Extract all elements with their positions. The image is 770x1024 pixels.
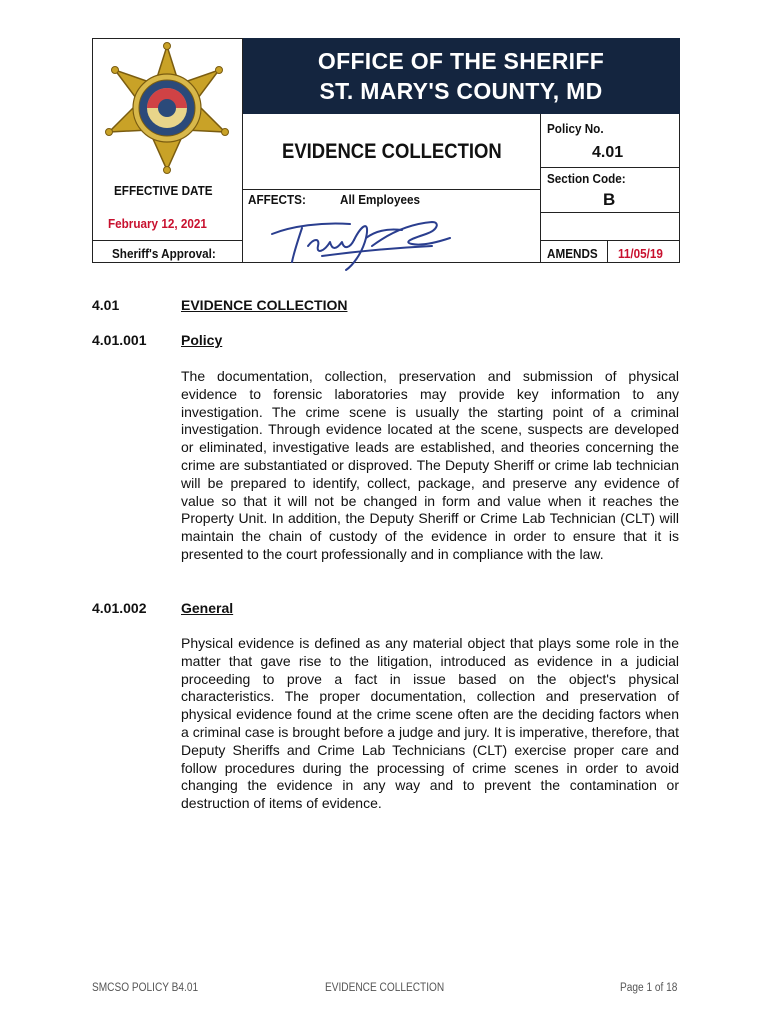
divider <box>540 167 680 168</box>
divider <box>540 240 680 241</box>
section-paragraph: The documentation, collection, preservation and submission of physical evidence to forensic laboratories may provide key information to any investigation. The crime scene is usually the starting point of a criminal investigation. Through evidence located at the scene, suspects are developed or eliminated, investigative leads are established, and theories concerning the crime are substantiated or disproved. The Deputy Sheriff or crime lab technician will be prepared to identify, collect, package, and preserve any evidence of value so that it will not be changed in form and value when it reaches the Property Unit. In addition, the Deputy Sheriff or Crime Lab Technician (CLT) will maintain the chain of custody of the evidence in order to ensure that it is presented to the court professionally and in compliance with the law. <box>181 368 679 562</box>
policy-no-label: Policy No. <box>547 121 604 136</box>
section-number: 4.01.001 <box>92 332 147 348</box>
footer-page-number: Page 1 of 18 <box>620 982 678 994</box>
sheriff-approval-label: Sheriff's Approval: <box>112 246 216 261</box>
amends-date: 11/05/19 <box>618 246 663 261</box>
section-code-label: Section Code: <box>547 171 626 186</box>
effective-date-value: February 12, 2021 <box>108 216 207 231</box>
sheriff-star-badge-icon <box>92 38 242 178</box>
divider <box>607 240 608 263</box>
amends-label: AMENDS <box>547 246 598 261</box>
effective-date-label: EFFECTIVE DATE <box>114 183 213 198</box>
divider <box>242 189 540 190</box>
section-number: 4.01.002 <box>92 600 147 616</box>
office-name-line2: ST. MARY'S COUNTY, MD <box>319 78 603 104</box>
divider <box>242 38 243 263</box>
divider <box>92 240 242 241</box>
footer-policy-id: SMCSO POLICY B4.01 <box>92 982 199 994</box>
section-number: 4.01 <box>92 297 120 313</box>
policy-title: EVIDENCE COLLECTION <box>282 140 502 163</box>
affects-value: All Employees <box>340 192 420 207</box>
section-title: Policy <box>181 332 223 348</box>
section-paragraph: Physical evidence is defined as any material object that plays some role in the matter that gave rise to the litigation, introduced as evidence in a judicial proceeding to prove a fact in issue based on the object's physical characteristics. The proper documentation, collection and preservation of physical evidence found at the crime scene often are the deciding factors when a criminal case is brought before a judge and jury. It is imperative, therefore, that Deputy Sheriffs and Crime Lab Technicians (CLT) exercise proper care and follow procedures during the processing of crime scenes in order to avoid changing the evidence in any way and to prevent the contamination or destruction of items of evidence. <box>181 635 679 812</box>
office-name-line1: OFFICE OF THE SHERIFF <box>317 48 605 74</box>
office-banner <box>242 38 680 114</box>
divider <box>540 212 680 213</box>
policy-no-value: 4.01 <box>592 144 624 161</box>
section-title: General <box>181 600 234 616</box>
section-code-value: B <box>603 190 616 209</box>
section-title: EVIDENCE COLLECTION <box>181 297 348 313</box>
footer-title: EVIDENCE COLLECTION <box>325 982 445 994</box>
affects-label: AFFECTS: <box>248 192 306 207</box>
signature-mark <box>262 212 462 274</box>
